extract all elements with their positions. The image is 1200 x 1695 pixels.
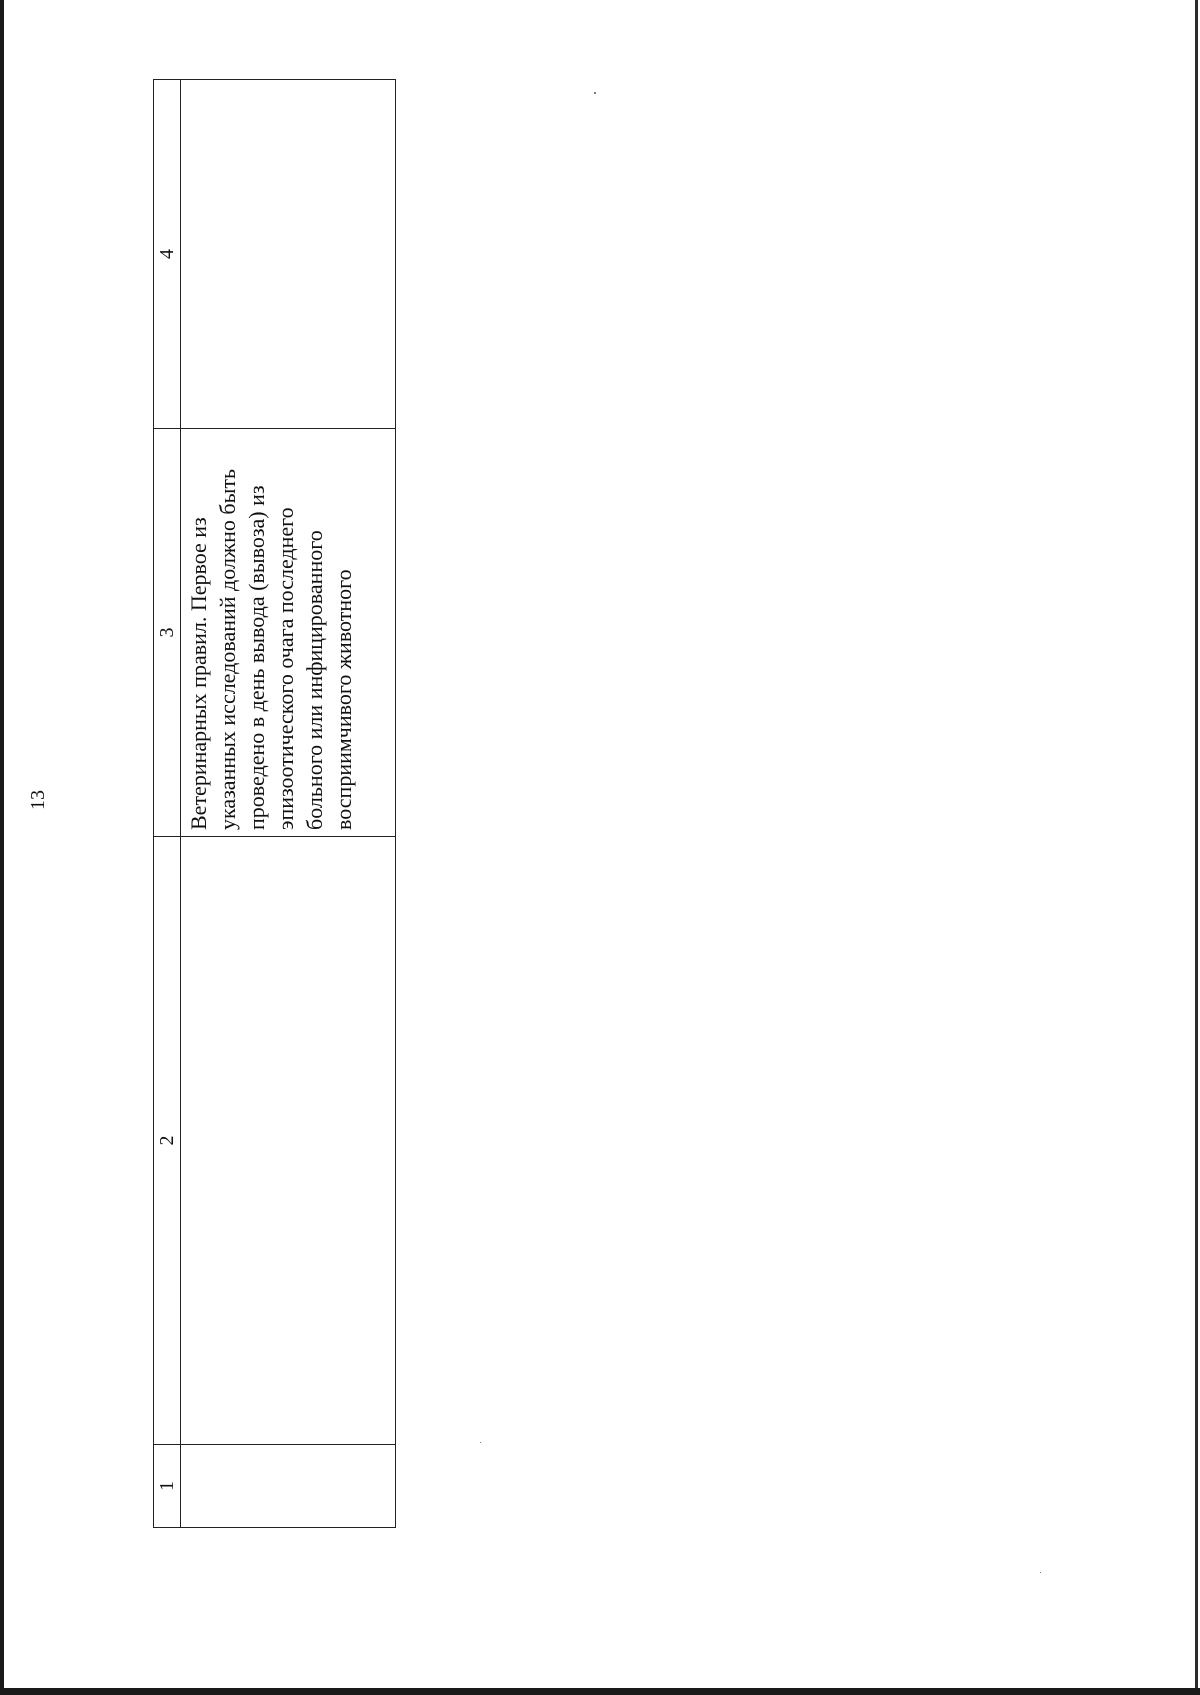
table-header-cell-4: 4 — [154, 80, 181, 429]
scan-speck — [1040, 1572, 1041, 1573]
table-cell-col4 — [181, 80, 396, 429]
page-number: 13 — [27, 790, 49, 810]
scan-speck — [594, 92, 596, 94]
scan-border-bottom — [0, 1688, 1200, 1695]
scan-speck — [480, 1442, 481, 1443]
document-table — [153, 79, 396, 1528]
table-cell-col2 — [181, 837, 396, 1445]
cell-text-col1 — [181, 1445, 187, 1527]
table-header-row — [154, 80, 181, 1528]
table-header-cell-2: 2 — [154, 837, 181, 1445]
scan-border-right — [1195, 0, 1198, 1695]
cell-text-col4 — [181, 80, 187, 428]
document-table-container — [153, 80, 395, 1528]
table-header-cell-1: 1 — [154, 1445, 181, 1528]
table-cell-col1 — [181, 1445, 396, 1528]
table-header-cell-3: 3 — [154, 429, 181, 837]
cell-text-col2 — [181, 837, 187, 1444]
cell-text-col3: Ветеринарных правил. Первое из указанных исследований должно быть проведено в день вывода (вывоза) из эпизоотического очага последнего больного или инфицированного восприимчивого животного — [186, 468, 356, 830]
scan-border-left — [0, 0, 4, 1695]
table-row — [181, 80, 396, 1528]
table-cell-col3 — [181, 429, 396, 837]
